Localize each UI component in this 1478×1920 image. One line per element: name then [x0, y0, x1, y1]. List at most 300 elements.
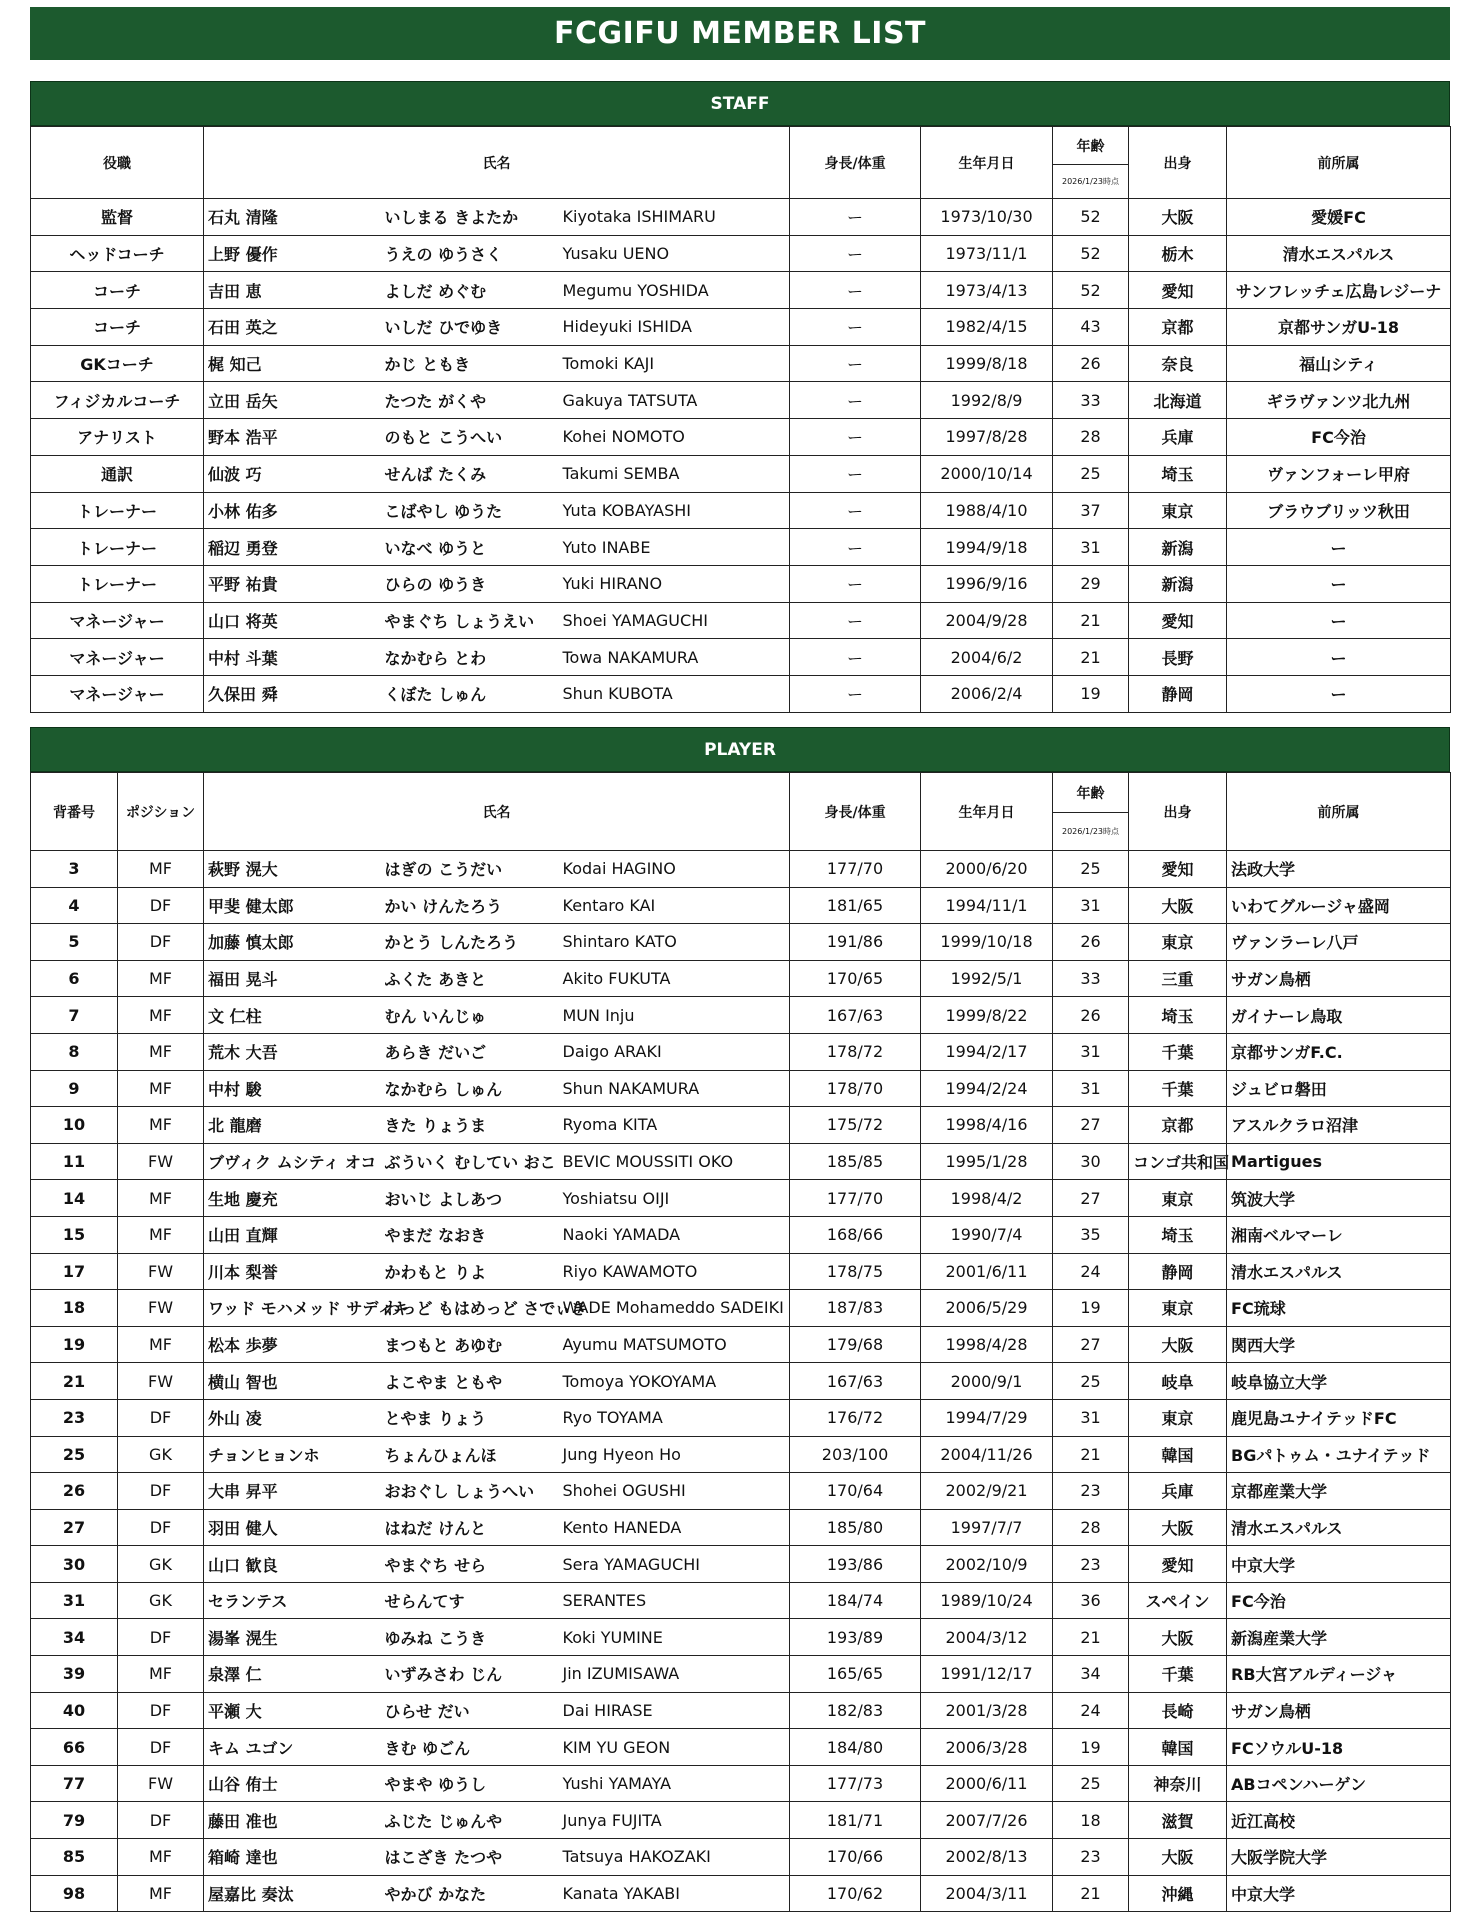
player-height-weight: 193/89: [790, 1619, 921, 1656]
player-name-romaji: Tomoya YOKOYAMA: [559, 1363, 790, 1400]
player-age: 34: [1053, 1656, 1129, 1693]
player-name-kanji: 羽田 健人: [204, 1509, 381, 1546]
player-name-kana: ちょんひょんほ: [381, 1436, 559, 1473]
player-header-position: ポジション: [118, 773, 204, 851]
player-position: MF: [118, 1839, 204, 1876]
player-position: MF: [118, 1033, 204, 1070]
player-birthdate: 2001/6/11: [921, 1253, 1053, 1290]
player-name-kana: きた りょうま: [381, 1107, 559, 1144]
player-height-weight: 167/63: [790, 997, 921, 1034]
player-prev-club: 関西大学: [1227, 1326, 1451, 1363]
player-position: MF: [118, 1326, 204, 1363]
player-name-romaji: Yoshiatsu OIJI: [559, 1180, 790, 1217]
player-name-kanji: ワッド モハメッド サディキ: [204, 1290, 381, 1327]
player-name-kanji: 加藤 慎太郎: [204, 924, 381, 961]
player-number: 79: [31, 1802, 118, 1839]
staff-hometown: 新潟: [1129, 565, 1227, 602]
player-name-romaji: Ryo TOYAMA: [559, 1399, 790, 1436]
player-row: [31, 887, 1451, 924]
player-name-kanji: 山田 直輝: [204, 1216, 381, 1253]
player-age: 30: [1053, 1143, 1129, 1180]
player-number: 26: [31, 1473, 118, 1510]
player-hometown: スペイン: [1129, 1582, 1227, 1619]
staff-section-header: STAFF: [30, 81, 1450, 126]
player-birthdate: 2007/7/26: [921, 1802, 1053, 1839]
player-birthdate: 1994/11/1: [921, 887, 1053, 924]
staff-row: [31, 565, 1451, 602]
staff-name-romaji: Yusaku UENO: [559, 235, 790, 272]
staff-name-romaji: Gakuya TATSUTA: [559, 382, 790, 419]
player-birthdate: 1989/10/24: [921, 1582, 1053, 1619]
player-prev-club: 筑波大学: [1227, 1180, 1451, 1217]
player-name-romaji: Shun NAKAMURA: [559, 1070, 790, 1107]
player-row: [31, 924, 1451, 961]
player-height-weight: 184/80: [790, 1729, 921, 1766]
player-name-romaji: Kanata YAKABI: [559, 1875, 790, 1912]
player-birthdate: 1998/4/16: [921, 1107, 1053, 1144]
staff-row: [31, 272, 1451, 309]
player-birthdate: 1998/4/2: [921, 1180, 1053, 1217]
player-number: 10: [31, 1107, 118, 1144]
staff-header-hometown: 出身: [1129, 127, 1227, 199]
staff-height-weight: ー: [790, 565, 921, 602]
player-name-kanji: 平瀬 大: [204, 1692, 381, 1729]
player-position: MF: [118, 1216, 204, 1253]
player-name-romaji: Yushi YAMAYA: [559, 1765, 790, 1802]
staff-age: 21: [1053, 639, 1129, 676]
player-hometown: 東京: [1129, 1180, 1227, 1217]
player-birthdate: 1994/2/17: [921, 1033, 1053, 1070]
player-height-weight: 203/100: [790, 1436, 921, 1473]
player-name-kana: ふじた じゅんや: [381, 1802, 559, 1839]
player-height-weight: 176/72: [790, 1399, 921, 1436]
staff-prev-club: 清水エスパルス: [1227, 235, 1451, 272]
staff-age: 28: [1053, 419, 1129, 456]
player-name-romaji: KIM YU GEON: [559, 1729, 790, 1766]
staff-role: アナリスト: [31, 419, 204, 456]
player-position: MF: [118, 1180, 204, 1217]
player-position: DF: [118, 1692, 204, 1729]
player-name-kanji: 荒木 大吾: [204, 1033, 381, 1070]
staff-header-age: 年齢: [1053, 127, 1129, 165]
staff-name-kana: ひらの ゆうき: [381, 565, 559, 602]
staff-birthdate: 1994/9/18: [921, 529, 1053, 566]
player-name-romaji: Kento HANEDA: [559, 1509, 790, 1546]
player-age: 24: [1053, 1253, 1129, 1290]
player-name-kanji: 横山 智也: [204, 1363, 381, 1400]
player-row: [31, 1473, 1451, 1510]
player-birthdate: 1999/8/22: [921, 997, 1053, 1034]
player-name-kana: やまぐち せら: [381, 1546, 559, 1583]
player-name-kanji: 川本 梨誉: [204, 1253, 381, 1290]
staff-row: [31, 675, 1451, 712]
player-hometown: 岐阜: [1129, 1363, 1227, 1400]
player-position: MF: [118, 1107, 204, 1144]
staff-header-role: 役職: [31, 127, 204, 199]
player-number: 23: [31, 1399, 118, 1436]
player-height-weight: 177/70: [790, 1180, 921, 1217]
player-age: 26: [1053, 997, 1129, 1034]
player-position: FW: [118, 1363, 204, 1400]
player-hometown: 大阪: [1129, 1326, 1227, 1363]
player-name-kana: ふくた あきと: [381, 960, 559, 997]
player-height-weight: 178/70: [790, 1070, 921, 1107]
player-number: 39: [31, 1656, 118, 1693]
staff-name-kanji: 久保田 舜: [204, 675, 381, 712]
player-header-prev-club: 前所属: [1227, 773, 1451, 851]
player-hometown: 大阪: [1129, 1509, 1227, 1546]
player-row: [31, 1216, 1451, 1253]
player-age: 23: [1053, 1546, 1129, 1583]
player-prev-club: 中京大学: [1227, 1546, 1451, 1583]
player-hometown: 静岡: [1129, 1253, 1227, 1290]
player-position: MF: [118, 1656, 204, 1693]
player-name-kana: かい けんたろう: [381, 887, 559, 924]
player-height-weight: 181/65: [790, 887, 921, 924]
player-row: [31, 1180, 1451, 1217]
player-prev-club: FCソウルU-18: [1227, 1729, 1451, 1766]
player-name-kanji: 藤田 准也: [204, 1802, 381, 1839]
player-age: 31: [1053, 1399, 1129, 1436]
staff-role: 通訳: [31, 455, 204, 492]
player-birthdate: 2000/6/20: [921, 851, 1053, 888]
player-height-weight: 170/64: [790, 1473, 921, 1510]
staff-height-weight: ー: [790, 199, 921, 236]
player-prev-club: FC今治: [1227, 1582, 1451, 1619]
player-height-weight: 175/72: [790, 1107, 921, 1144]
player-hometown: 東京: [1129, 1399, 1227, 1436]
player-name-kanji: 北 龍磨: [204, 1107, 381, 1144]
player-prev-club: 湘南ベルマーレ: [1227, 1216, 1451, 1253]
player-hometown: 千葉: [1129, 1033, 1227, 1070]
player-name-romaji: Ayumu MATSUMOTO: [559, 1326, 790, 1363]
player-prev-club: 京都産業大学: [1227, 1473, 1451, 1510]
player-name-kana: よこやま ともや: [381, 1363, 559, 1400]
player-hometown: 千葉: [1129, 1070, 1227, 1107]
staff-name-kana: せんば たくみ: [381, 455, 559, 492]
player-name-romaji: Junya FUJITA: [559, 1802, 790, 1839]
staff-height-weight: ー: [790, 455, 921, 492]
staff-prev-club: ヴァンフォーレ甲府: [1227, 455, 1451, 492]
staff-prev-club: ー: [1227, 529, 1451, 566]
player-position: GK: [118, 1436, 204, 1473]
staff-age: 26: [1053, 345, 1129, 382]
player-hometown: 東京: [1129, 924, 1227, 961]
player-position: DF: [118, 1802, 204, 1839]
staff-name-kana: こばやし ゆうた: [381, 492, 559, 529]
player-name-kanji: 屋嘉比 奏汰: [204, 1875, 381, 1912]
player-prev-club: 中京大学: [1227, 1875, 1451, 1912]
player-hometown: 兵庫: [1129, 1473, 1227, 1510]
staff-age: 52: [1053, 272, 1129, 309]
player-name-kanji: 福田 晃斗: [204, 960, 381, 997]
player-birthdate: 1994/2/24: [921, 1070, 1053, 1107]
player-number: 19: [31, 1326, 118, 1363]
staff-role: トレーナー: [31, 529, 204, 566]
player-age: 27: [1053, 1107, 1129, 1144]
player-name-romaji: Shintaro KATO: [559, 924, 790, 961]
staff-birthdate: 1988/4/10: [921, 492, 1053, 529]
player-age: 18: [1053, 1802, 1129, 1839]
staff-age: 37: [1053, 492, 1129, 529]
player-name-kanji: 山口 歓良: [204, 1546, 381, 1583]
staff-name-romaji: Takumi SEMBA: [559, 455, 790, 492]
player-number: 85: [31, 1839, 118, 1876]
player-name-kana: やまだ なおき: [381, 1216, 559, 1253]
player-name-kanji: チョンヒョンホ: [204, 1436, 381, 1473]
player-age: 21: [1053, 1875, 1129, 1912]
staff-name-kanji: 石田 英之: [204, 309, 381, 346]
player-position: FW: [118, 1253, 204, 1290]
player-table: [30, 772, 1451, 1912]
staff-role: 監督: [31, 199, 204, 236]
player-prev-club: FC琉球: [1227, 1290, 1451, 1327]
staff-name-kanji: 梶 知己: [204, 345, 381, 382]
player-age: 31: [1053, 887, 1129, 924]
player-age: 27: [1053, 1326, 1129, 1363]
player-name-kana: はこざき たつや: [381, 1839, 559, 1876]
staff-name-kanji: 野本 浩平: [204, 419, 381, 456]
staff-role: マネージャー: [31, 602, 204, 639]
player-number: 30: [31, 1546, 118, 1583]
staff-name-romaji: Yuki HIRANO: [559, 565, 790, 602]
staff-prev-club: 愛媛FC: [1227, 199, 1451, 236]
player-row: [31, 1582, 1451, 1619]
staff-row: [31, 455, 1451, 492]
player-name-romaji: Daigo ARAKI: [559, 1033, 790, 1070]
staff-height-weight: ー: [790, 235, 921, 272]
player-prev-club: Martigues: [1227, 1143, 1451, 1180]
staff-hometown: 兵庫: [1129, 419, 1227, 456]
staff-age: 31: [1053, 529, 1129, 566]
staff-hometown: 愛知: [1129, 272, 1227, 309]
staff-hometown: 東京: [1129, 492, 1227, 529]
player-name-romaji: Sera YAMAGUCHI: [559, 1546, 790, 1583]
staff-height-weight: ー: [790, 492, 921, 529]
staff-height-weight: ー: [790, 639, 921, 676]
player-hometown: 神奈川: [1129, 1765, 1227, 1802]
staff-name-kana: やまぐち しょうえい: [381, 602, 559, 639]
player-position: MF: [118, 997, 204, 1034]
staff-name-romaji: Shoei YAMAGUCHI: [559, 602, 790, 639]
player-row: [31, 1509, 1451, 1546]
player-hometown: 東京: [1129, 1290, 1227, 1327]
player-name-romaji: Jin IZUMISAWA: [559, 1656, 790, 1693]
player-prev-club: RB大宮アルディージャ: [1227, 1656, 1451, 1693]
staff-row: [31, 235, 1451, 272]
player-hometown: 長崎: [1129, 1692, 1227, 1729]
player-birthdate: 2006/5/29: [921, 1290, 1053, 1327]
player-height-weight: 168/66: [790, 1216, 921, 1253]
player-height-weight: 182/83: [790, 1692, 921, 1729]
player-height-weight: 165/65: [790, 1656, 921, 1693]
staff-hometown: 栃木: [1129, 235, 1227, 272]
player-position: DF: [118, 1399, 204, 1436]
player-height-weight: 177/70: [790, 851, 921, 888]
staff-height-weight: ー: [790, 529, 921, 566]
staff-row: [31, 419, 1451, 456]
player-hometown: 韓国: [1129, 1436, 1227, 1473]
player-name-romaji: BEVIC MOUSSITI OKO: [559, 1143, 790, 1180]
player-prev-club: いわてグルージャ盛岡: [1227, 887, 1451, 924]
staff-name-kana: いしだ ひでゆき: [381, 309, 559, 346]
player-number: 9: [31, 1070, 118, 1107]
staff-name-romaji: Towa NAKAMURA: [559, 639, 790, 676]
staff-age: 52: [1053, 199, 1129, 236]
staff-birthdate: 1999/8/18: [921, 345, 1053, 382]
player-height-weight: 170/65: [790, 960, 921, 997]
player-name-kanji: 外山 凌: [204, 1399, 381, 1436]
player-position: FW: [118, 1765, 204, 1802]
staff-name-kanji: 仙波 巧: [204, 455, 381, 492]
staff-name-romaji: Hideyuki ISHIDA: [559, 309, 790, 346]
player-hometown: 大阪: [1129, 887, 1227, 924]
staff-name-kana: いなべ ゆうと: [381, 529, 559, 566]
player-position: GK: [118, 1582, 204, 1619]
player-name-kanji: 甲斐 健太郎: [204, 887, 381, 924]
player-header-number: 背番号: [31, 773, 118, 851]
player-number: 25: [31, 1436, 118, 1473]
staff-hometown: 京都: [1129, 309, 1227, 346]
player-number: 8: [31, 1033, 118, 1070]
player-position: GK: [118, 1546, 204, 1583]
staff-prev-club: ブラウブリッツ秋田: [1227, 492, 1451, 529]
staff-birthdate: 1997/8/28: [921, 419, 1053, 456]
player-hometown: 滋賀: [1129, 1802, 1227, 1839]
staff-height-weight: ー: [790, 602, 921, 639]
staff-header-prev-club: 前所属: [1227, 127, 1451, 199]
player-position: FW: [118, 1290, 204, 1327]
player-age: 26: [1053, 924, 1129, 961]
staff-prev-club: ー: [1227, 602, 1451, 639]
player-hometown: 大阪: [1129, 1839, 1227, 1876]
player-hometown: 愛知: [1129, 851, 1227, 888]
staff-name-kanji: 吉田 恵: [204, 272, 381, 309]
player-number: 3: [31, 851, 118, 888]
player-name-kana: きむ ゆごん: [381, 1729, 559, 1766]
player-name-kanji: 文 仁柱: [204, 997, 381, 1034]
player-number: 31: [31, 1582, 118, 1619]
player-number: 4: [31, 887, 118, 924]
player-header-age: 年齢: [1053, 773, 1129, 813]
player-row: [31, 1290, 1451, 1327]
player-hometown: コンゴ共和国: [1129, 1143, 1227, 1180]
staff-height-weight: ー: [790, 272, 921, 309]
player-name-romaji: Jung Hyeon Ho: [559, 1436, 790, 1473]
staff-name-romaji: Yuta KOBAYASHI: [559, 492, 790, 529]
staff-birthdate: 1973/4/13: [921, 272, 1053, 309]
player-number: 6: [31, 960, 118, 997]
staff-role: コーチ: [31, 272, 204, 309]
player-birthdate: 1992/5/1: [921, 960, 1053, 997]
player-age: 31: [1053, 1033, 1129, 1070]
player-height-weight: 177/73: [790, 1765, 921, 1802]
staff-prev-club: ー: [1227, 639, 1451, 676]
player-header-name: 氏名: [204, 773, 790, 851]
player-row: [31, 1143, 1451, 1180]
staff-hometown: 奈良: [1129, 345, 1227, 382]
staff-name-romaji: Kiyotaka ISHIMARU: [559, 199, 790, 236]
player-name-romaji: Ryoma KITA: [559, 1107, 790, 1144]
player-position: DF: [118, 1509, 204, 1546]
player-row: [31, 1033, 1451, 1070]
player-prev-club: 新潟産業大学: [1227, 1619, 1451, 1656]
staff-row: [31, 345, 1451, 382]
staff-role: マネージャー: [31, 675, 204, 712]
staff-prev-club: FC今治: [1227, 419, 1451, 456]
staff-name-kana: かじ ともき: [381, 345, 559, 382]
player-prev-club: ヴァンラーレ八戸: [1227, 924, 1451, 961]
staff-name-kana: くぼた しゅん: [381, 675, 559, 712]
player-name-romaji: Shohei OGUSHI: [559, 1473, 790, 1510]
staff-name-kanji: 石丸 清隆: [204, 199, 381, 236]
player-position: DF: [118, 1729, 204, 1766]
staff-role: フィジカルコーチ: [31, 382, 204, 419]
player-age: 21: [1053, 1619, 1129, 1656]
player-position: DF: [118, 1473, 204, 1510]
page-title: FCGIFU MEMBER LIST: [30, 7, 1450, 60]
player-birthdate: 1990/7/4: [921, 1216, 1053, 1253]
player-name-romaji: Naoki YAMADA: [559, 1216, 790, 1253]
player-number: 21: [31, 1363, 118, 1400]
player-number: 66: [31, 1729, 118, 1766]
player-name-kana: かとう しんたろう: [381, 924, 559, 961]
player-birthdate: 2002/9/21: [921, 1473, 1053, 1510]
player-name-kanji: セランテス: [204, 1582, 381, 1619]
player-birthdate: 2002/8/13: [921, 1839, 1053, 1876]
staff-age: 21: [1053, 602, 1129, 639]
player-name-kana: あらき だいご: [381, 1033, 559, 1070]
player-height-weight: 185/80: [790, 1509, 921, 1546]
staff-birthdate: 1992/8/9: [921, 382, 1053, 419]
player-hometown: 三重: [1129, 960, 1227, 997]
player-name-kana: おいじ よしあつ: [381, 1180, 559, 1217]
player-name-kana: ひらせ だい: [381, 1692, 559, 1729]
staff-row: [31, 602, 1451, 639]
player-number: 17: [31, 1253, 118, 1290]
staff-height-weight: ー: [790, 345, 921, 382]
staff-hometown: 長野: [1129, 639, 1227, 676]
player-name-kanji: 山谷 侑士: [204, 1765, 381, 1802]
player-hometown: 韓国: [1129, 1729, 1227, 1766]
player-name-kana: おおぐし しょうへい: [381, 1473, 559, 1510]
player-birthdate: 2001/3/28: [921, 1692, 1053, 1729]
staff-birthdate: 1982/4/15: [921, 309, 1053, 346]
staff-height-weight: ー: [790, 675, 921, 712]
player-row: [31, 960, 1451, 997]
player-name-kana: ゆみね こうき: [381, 1619, 559, 1656]
player-name-romaji: MUN Inju: [559, 997, 790, 1034]
staff-age: 33: [1053, 382, 1129, 419]
player-prev-club: BGパトゥム・ユナイテッド: [1227, 1436, 1451, 1473]
player-age: 23: [1053, 1839, 1129, 1876]
staff-header-age-note: 2026/1/23時点: [1053, 165, 1129, 199]
player-number: 40: [31, 1692, 118, 1729]
player-height-weight: 184/74: [790, 1582, 921, 1619]
player-prev-club: 法政大学: [1227, 851, 1451, 888]
player-header-age-note: 2026/1/23時点: [1053, 813, 1129, 851]
player-age: 25: [1053, 851, 1129, 888]
player-prev-club: 清水エスパルス: [1227, 1509, 1451, 1546]
player-name-romaji: Tatsuya HAKOZAKI: [559, 1839, 790, 1876]
player-row: [31, 1070, 1451, 1107]
player-height-weight: 167/63: [790, 1363, 921, 1400]
player-name-kana: なかむら しゅん: [381, 1070, 559, 1107]
player-row: [31, 1436, 1451, 1473]
player-name-romaji: Dai HIRASE: [559, 1692, 790, 1729]
staff-role: マネージャー: [31, 639, 204, 676]
player-name-romaji: WADE Mohameddo SADEIKI: [559, 1290, 790, 1327]
